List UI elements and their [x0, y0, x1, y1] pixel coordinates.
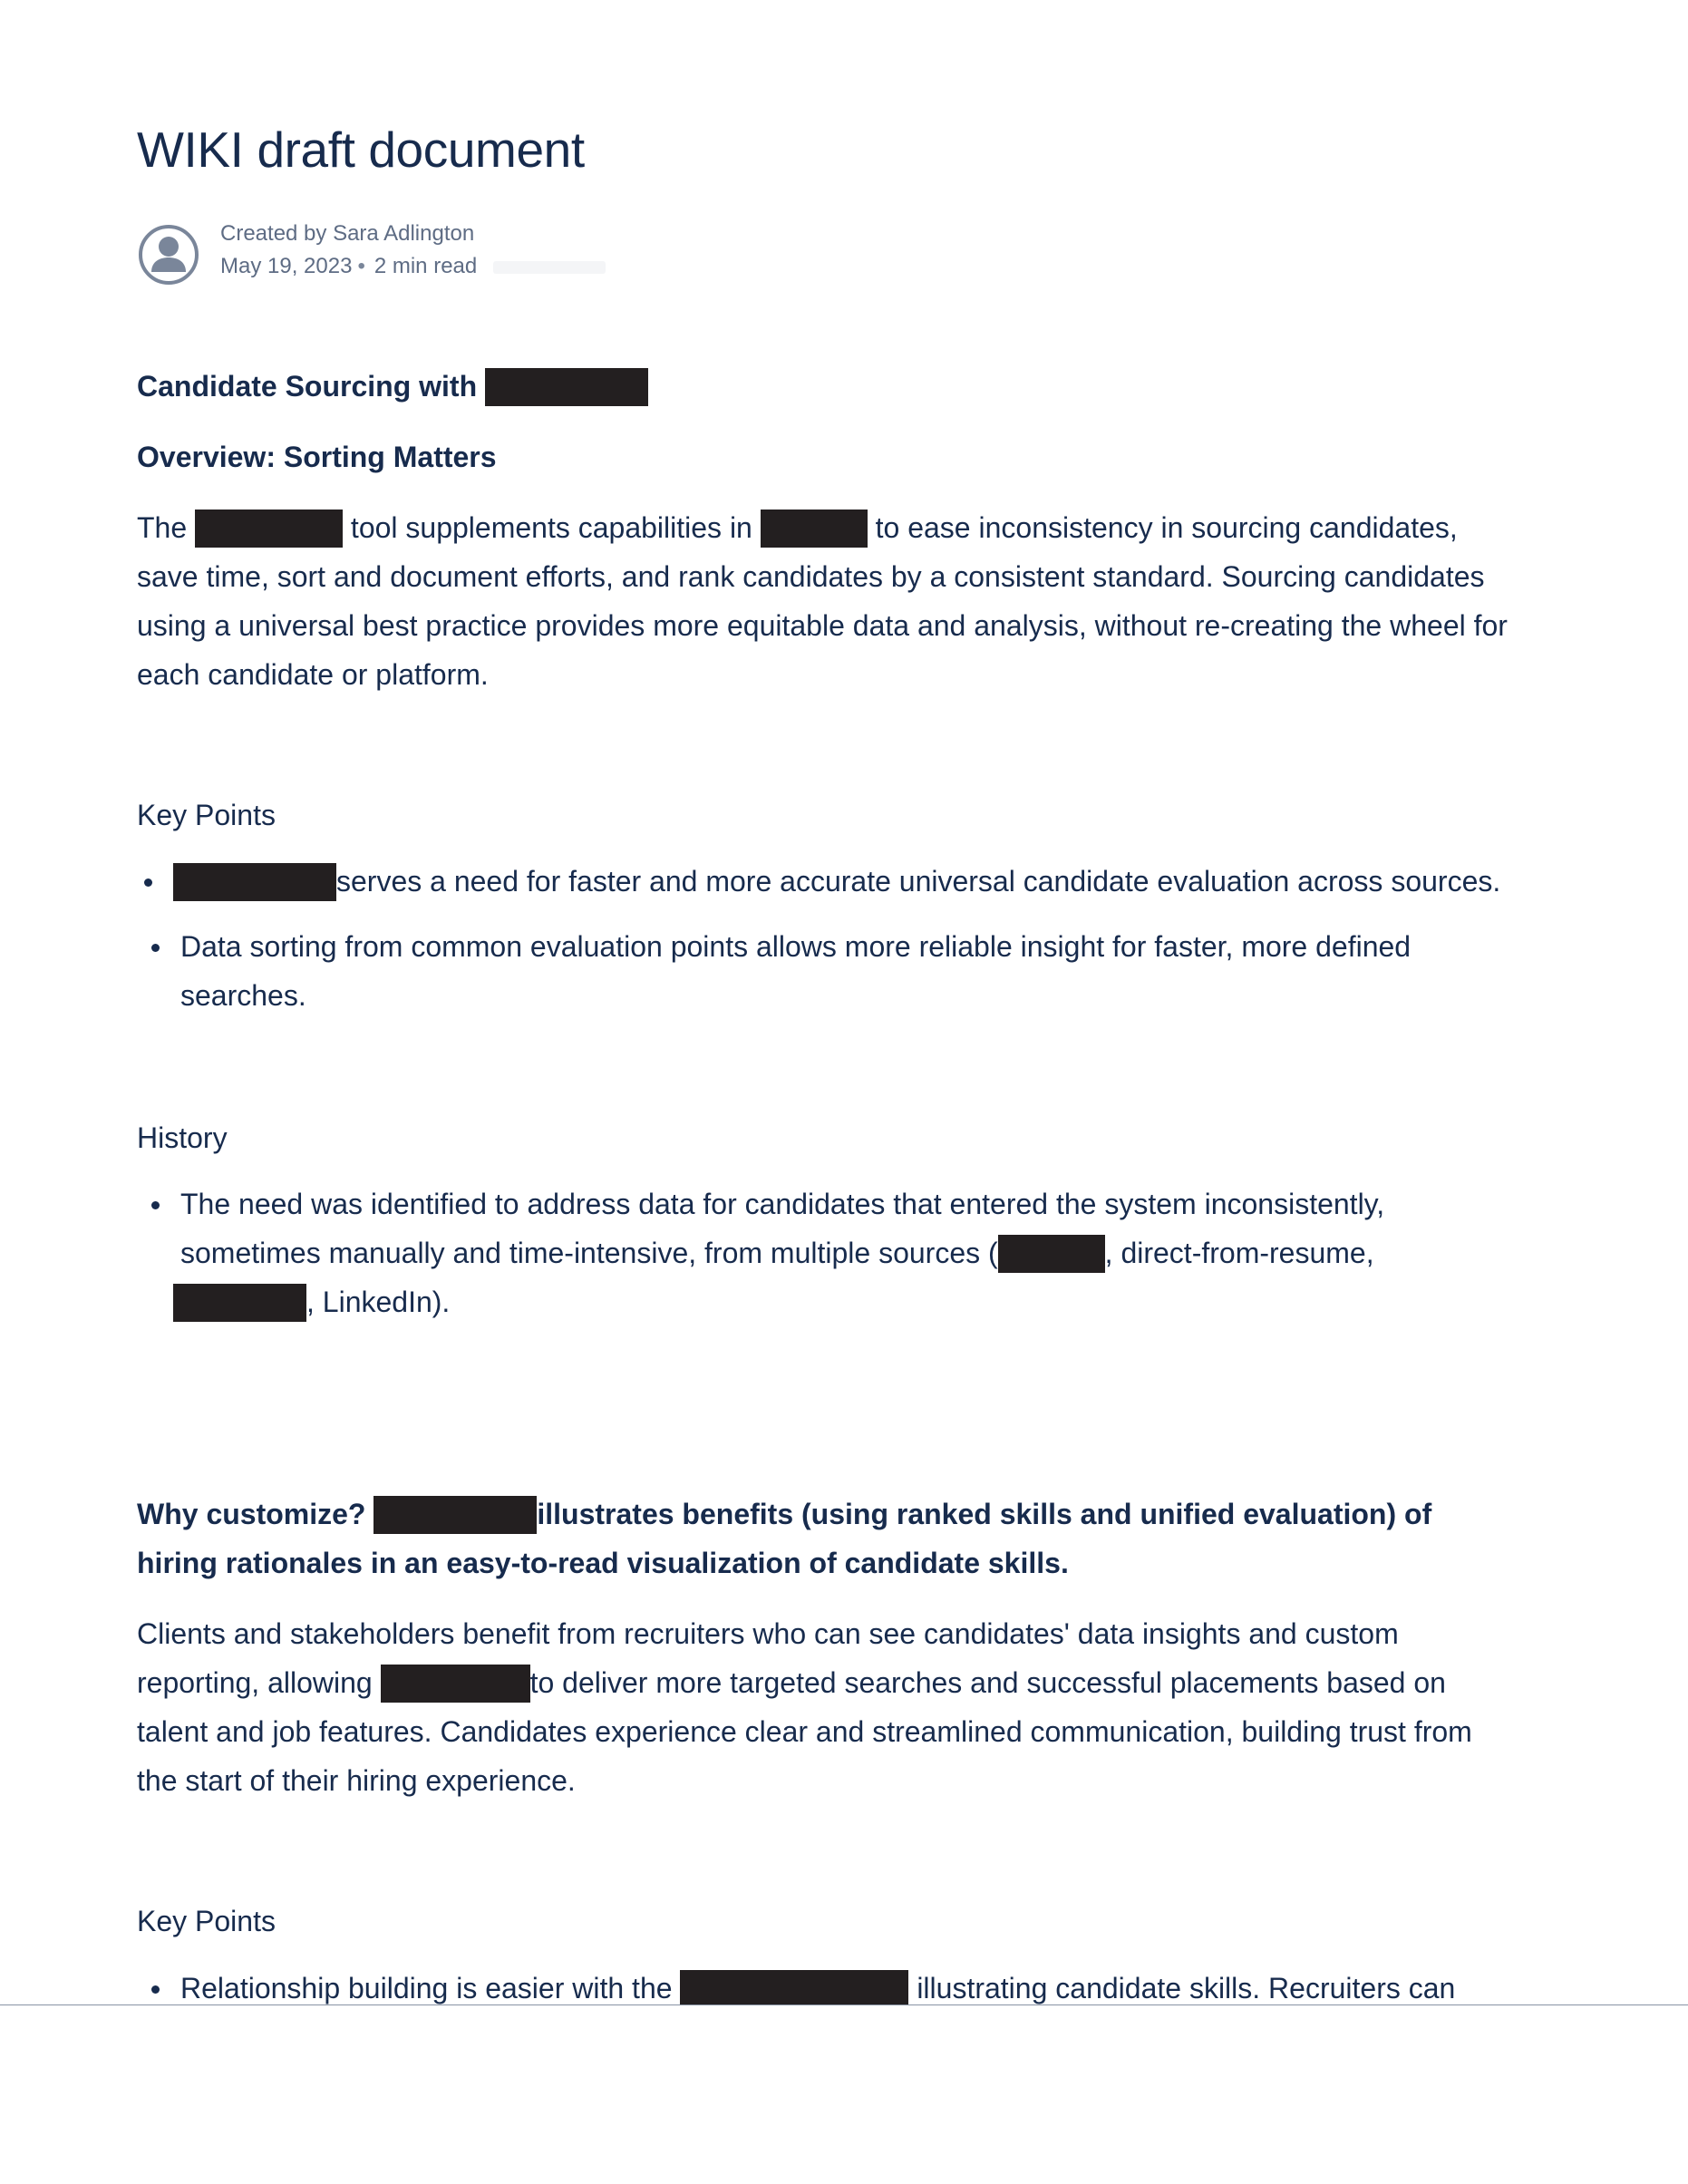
byline-details — [220, 250, 606, 283]
why-heading-text-1: Why customize? — [137, 1498, 366, 1530]
overview-text-1: The — [137, 511, 188, 544]
why-text-1: Clients and stakeholders benefit from recruiters who can see candidates' data insights and custom reporting, allowing — [137, 1617, 1399, 1699]
history-label — [137, 1113, 1533, 1162]
heading-overview — [137, 432, 1533, 481]
byline-meta — [220, 218, 606, 283]
viewport-divider — [0, 2004, 1688, 2005]
why-text-2: to deliver more targeted searches and successful placements based on talent and job features. Candidates experience clear and streamlined communication, building trust from the start of their hiring experience. — [137, 1666, 1472, 1797]
redacted-block — [485, 368, 648, 406]
history-text-2: , direct-from-resume, — [1104, 1237, 1374, 1269]
redacted-block — [195, 510, 343, 548]
history-text-1: The need was identified to address data for candidates that entered the system inconsistently, sometimes manually and time-intensive, from multiple sources ( — [180, 1188, 1385, 1269]
list-item: Data sorting from common evaluation points allows more reliable insight for faster, more defined searches. — [180, 922, 1538, 1020]
key-points-2-label — [137, 1897, 1533, 1946]
overview-paragraph — [137, 503, 1515, 699]
publish-date: May 19, 2023 — [220, 254, 353, 278]
user-avatar-icon[interactable] — [139, 225, 199, 285]
key-points-1-label — [137, 791, 1533, 840]
read-time: 2 min read — [373, 254, 478, 278]
overview-text-2: tool supplements capabilities in — [350, 511, 752, 544]
why-heading-text-2: illustrates benefits (using ranked skills and unified evaluation) of hiring rationales in an easy-to-read visualization of candidate skills. — [137, 1498, 1432, 1579]
redacted-block — [381, 1665, 530, 1703]
key-points-2-text-2: illustrating candidate skills. Recruiters can — [917, 1972, 1456, 2004]
redacted-block — [680, 1970, 908, 2005]
loading-placeholder — [493, 261, 606, 274]
redacted-block — [173, 863, 336, 901]
key-points-2-label-text: Key Points — [137, 1905, 276, 1937]
redacted-block — [761, 510, 868, 548]
key-points-1-item1-text: serves a need for faster and more accurate universal candidate evaluation across sources. — [336, 865, 1501, 898]
why-paragraph — [137, 1609, 1515, 1805]
list-item — [173, 857, 1538, 906]
list-item — [180, 1964, 1551, 2005]
history-label-text: History — [137, 1121, 228, 1154]
author-line[interactable]: Created by Sara Adlington — [220, 221, 475, 246]
redacted-block — [998, 1235, 1105, 1273]
key-points-1-list — [137, 857, 1538, 1020]
redacted-block — [373, 1496, 537, 1534]
byline — [137, 218, 953, 290]
heading-candidate-sourcing — [137, 362, 1533, 411]
byline-separator: • — [357, 254, 365, 278]
heading-sourcing-text: Candidate Sourcing with — [137, 370, 478, 403]
key-points-2-list — [137, 1964, 1551, 2005]
overview-heading-text: Overview: Sorting Matters — [137, 441, 497, 473]
history-list — [137, 1179, 1515, 1326]
key-points-2-text-1: Relationship building is easier with the — [180, 1972, 673, 2004]
list-item — [180, 1179, 1515, 1326]
history-text-3: , LinkedIn). — [306, 1286, 451, 1318]
heading-why-customize — [137, 1490, 1460, 1587]
overview-text-3: to ease inconsistency in sourcing candidates, save time, sort and document efforts, and rank candidates by a consistent standard. Sourcing candidates using a universal best practice provides more equitable data and analysis, without re-creating the wheel for each candidate or platform. — [137, 511, 1508, 691]
key-points-1-label-text: Key Points — [137, 799, 276, 831]
redacted-block — [173, 1284, 306, 1322]
page-title: WIKI draft document — [137, 121, 585, 178]
